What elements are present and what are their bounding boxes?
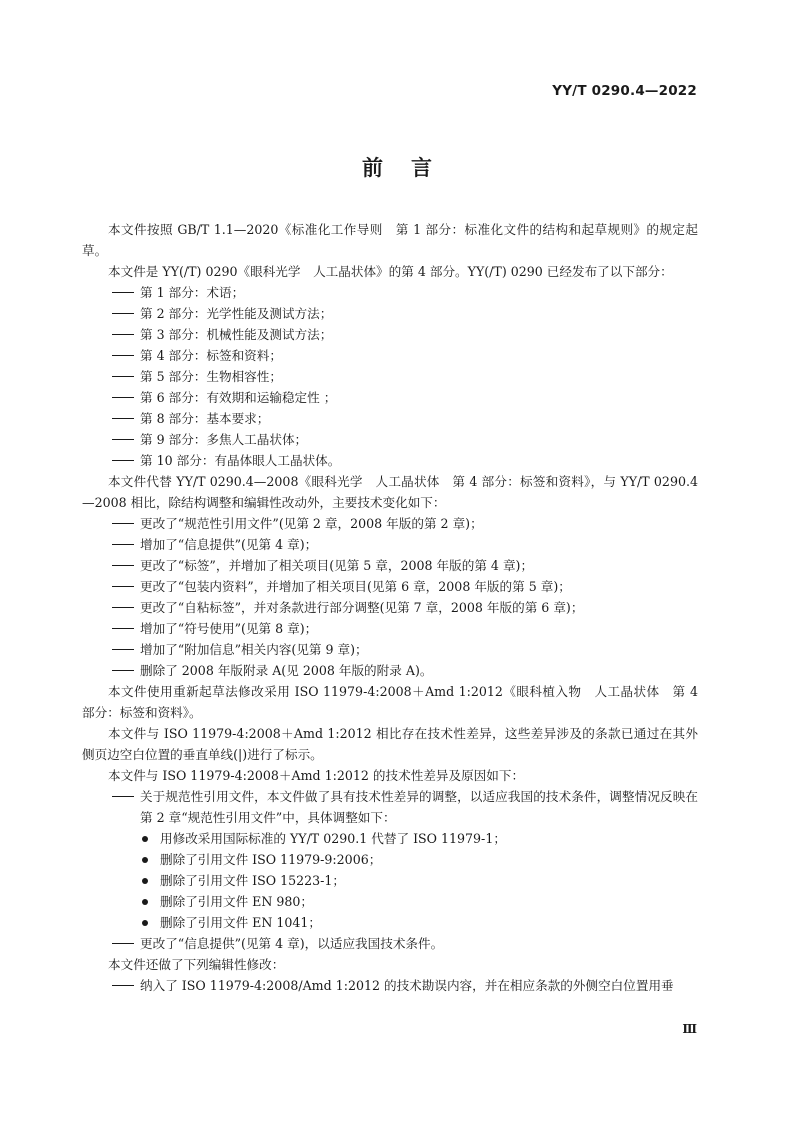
list-item: 更改了“包装内资料”，并增加了相关项目(见第 6 章，2008 年版的第 5 章)；: [140, 579, 571, 594]
list-item: 第 5 部分：生物相容性；: [140, 369, 282, 384]
list-item: 第 10 部分：有晶体眼人工晶状体。: [140, 453, 341, 468]
list-item: 更改了“规范性引用文件”(见第 2 章，2008 年版的第 2 章)；: [140, 516, 483, 531]
list-item: 更改了“信息提供”(见第 4 章)，以适应我国技术条件。: [140, 936, 444, 951]
list-item: 第 2 部分：光学性能及测试方法；: [140, 306, 333, 321]
list-item: 纳入了 ISO 11979-4:2008/Amd 1:2012 的技术勘误内容，并在相应条款的外侧空白位置用垂: [140, 978, 674, 993]
list-item: 第 3 部分：机械性能及测试方法；: [140, 327, 333, 342]
document-code: YY/T 0290.4—2022: [552, 83, 697, 99]
paragraph: 本文件按照 GB/T 1.1—2020《标准化工作导则 第 1 部分：标准化文件的结构和起草规则》的规定起草。: [82, 222, 698, 258]
list-item: 第 1 部分：术语；: [140, 285, 245, 300]
bullet-item: 删除了引用文件 ISO 15223-1；: [82, 870, 698, 891]
list-item: 删除了 2008 年版附录 A(见 2008 年版的附录 A)。: [140, 663, 433, 678]
bullet-item: 删除了引用文件 ISO 11979-9:2006；: [82, 849, 698, 870]
bullet-list: [82, 828, 698, 933]
bullet-item: 用修改采用国际标准的 YY/T 0290.1 代替了 ISO 11979-1；: [82, 828, 698, 849]
list-item: 第 9 部分：多焦人工晶状体；: [140, 432, 308, 447]
document-body: [82, 219, 698, 996]
list-item: 增加了“符号使用”(见第 8 章)；: [140, 621, 318, 636]
list-item: 第 6 部分：有效期和运输稳定性 ；: [140, 390, 337, 405]
list-item: 更改了“标签”，并增加了相关项目(见第 5 章，2008 年版的第 4 章)；: [140, 558, 534, 573]
list-item: 关于规范性引用文件，本文件做了具有技术性差异的调整，以适应我国的技术条件，调整情况反映在第 2 章“规范性引用文件”中，具体调整如下：: [140, 789, 698, 825]
bullet-icon: [142, 857, 148, 863]
list-item: 更改了“自粘标签”，并对条款进行部分调整(见第 7 章，2008 年版的第 6 章)；: [140, 600, 584, 615]
page-number: Ⅲ: [682, 1022, 697, 1036]
paragraph: 本文件与 ISO 11979-4:2008＋Amd 1:2012 相比存在技术性差异，这些差异涉及的条款已通过在其外侧页边空白位置的垂直单线(|)进行了标示。: [82, 726, 698, 762]
paragraph: 本文件代替 YY/T 0290.4—2008《眼科光学 人工晶状体 第 4 部分：标签和资料》，与 YY/T 0290.4—2008 相比，除结构调整和编辑性改动外，主要技术变化如下：: [82, 474, 698, 510]
paragraph: 本文件是 YY(/T) 0290《眼科光学 人工晶状体》的第 4 部分。YY(/T) 0290 已经发布了以下部分：: [108, 264, 673, 279]
list-item: 增加了“附加信息”相关内容(见第 9 章)；: [140, 642, 368, 657]
bullet-icon: [142, 878, 148, 884]
list-item: 增加了“信息提供”(见第 4 章)；: [140, 537, 318, 552]
paragraph: 本文件与 ISO 11979-4:2008＋Amd 1:2012 的技术性差异及原因如下：: [108, 768, 525, 783]
list-item: 第 4 部分：标签和资料；: [140, 348, 282, 363]
bullet-item: 删除了引用文件 EN 980；: [82, 891, 698, 912]
bullet-icon: [142, 899, 148, 905]
paragraph: 本文件还做了下列编辑性修改：: [108, 957, 285, 972]
bullet-item: 删除了引用文件 EN 1041；: [82, 912, 698, 933]
list-item: 第 8 部分：基本要求；: [140, 411, 270, 426]
parts-list: [82, 282, 698, 471]
bullet-icon: [142, 836, 148, 842]
changes-list: [82, 513, 698, 681]
page-title: 前言: [362, 156, 460, 180]
bullet-icon: [142, 920, 148, 926]
paragraph: 本文件使用重新起草法修改采用 ISO 11979-4:2008＋Amd 1:2012《眼科植入物 人工晶状体 第 4 部分：标签和资料》。: [82, 684, 698, 720]
